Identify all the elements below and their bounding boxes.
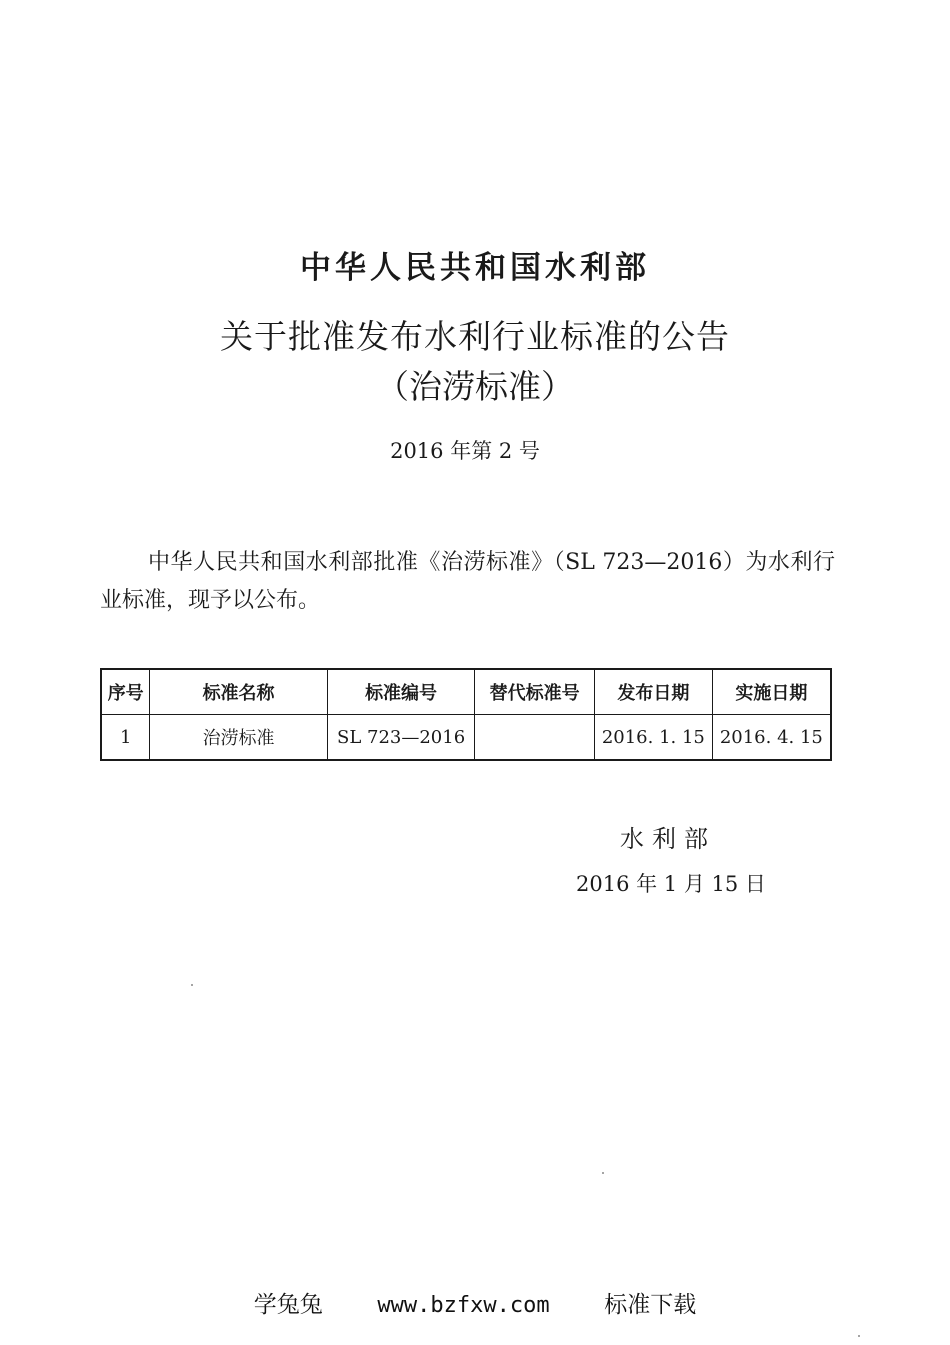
cell-effective-date: 2016. 4. 15	[712, 715, 831, 761]
issuer-heading: 中华人民共和国水利部	[300, 250, 650, 286]
cell-code: SL 723—2016	[327, 715, 475, 761]
signature-date: 2016 年 1 月 15 日	[576, 872, 766, 896]
issue-number: 2016 年第 2 号	[390, 439, 540, 463]
cell-publish-date: 2016. 1. 15	[594, 715, 712, 761]
header-cell-code: 标准编号	[327, 669, 475, 715]
footer-site-name: 学兔兔	[253, 1292, 323, 1318]
header-cell-publish-date: 发布日期	[594, 669, 712, 715]
announcement-body: 中华人民共和国水利部批准《治涝标准》（SL 723—2016）为水利行业标准，现予以公布。	[100, 550, 835, 613]
header-cell-name: 标准名称	[150, 669, 327, 715]
header-cell-effective-date: 实施日期	[712, 669, 831, 715]
announcement-title: 关于批准发布水利行业标准的公告	[220, 317, 730, 356]
scan-speck	[602, 1172, 604, 1174]
cell-name: 治涝标准	[150, 715, 327, 761]
table-header-row	[101, 669, 831, 715]
signer-name: 水利部	[620, 825, 716, 853]
scan-speck	[191, 984, 193, 986]
cell-replaced	[475, 715, 595, 761]
standards-table	[100, 668, 832, 761]
table-row	[101, 715, 831, 761]
announcement-subtitle: （治涝标准）	[376, 367, 574, 406]
footer-watermark	[0, 1288, 950, 1323]
cell-index: 1	[101, 715, 150, 761]
scan-speck	[858, 1335, 860, 1337]
footer-tagline: 标准下载	[604, 1292, 697, 1318]
header-cell-index: 序号	[101, 669, 150, 715]
header-cell-replaced: 替代标准号	[475, 669, 595, 715]
footer-url: www.bzfxw.com	[377, 1293, 550, 1318]
